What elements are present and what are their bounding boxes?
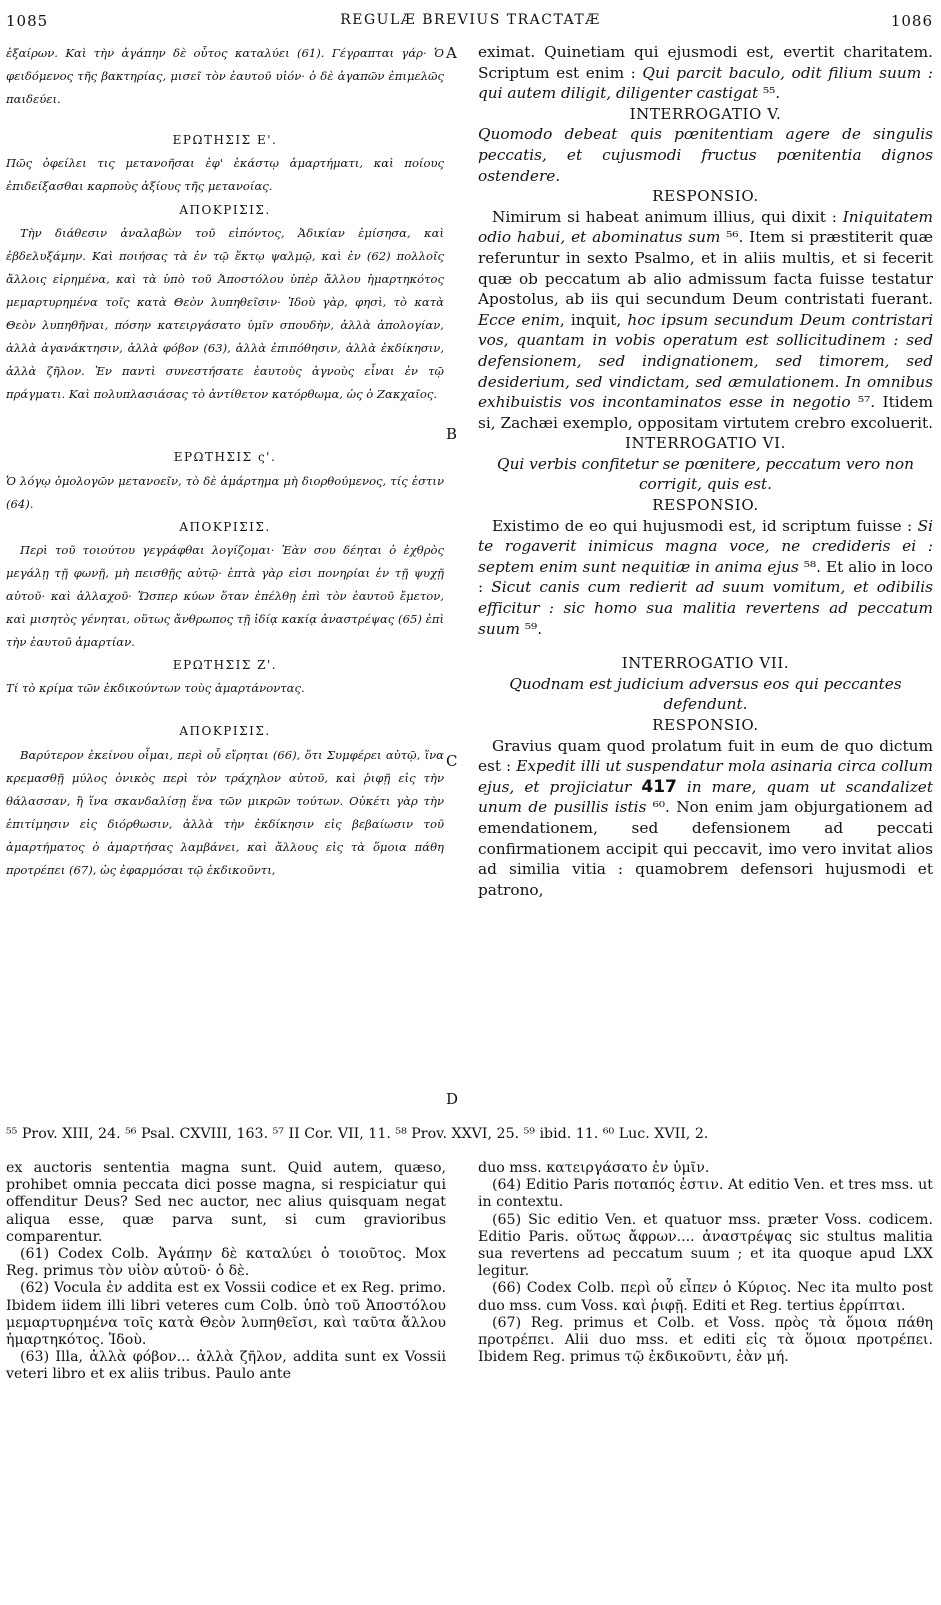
latin-question-7: Quodnam est judicium adversus eos qui peccantes defendunt. (509, 674, 902, 714)
margin-letter-d: D (446, 1090, 459, 1108)
greek-question-7: Τί τὸ κρίμα τῶν ἐκδικούντων τοὺς ἁμαρτάνοντας. (6, 681, 305, 696)
note-right-0: duo mss. κατειργάσατο ἐν ὑμῖν. (478, 1160, 710, 1176)
margin-letter-b: B (446, 425, 458, 443)
notes-right-column (478, 1160, 933, 1366)
note-64: (64) Editio Paris ποταπός ἐστιν. At editio Ven. et tres mss. ut in contextu. (478, 1177, 933, 1211)
latin-answer-5: Nimirum si habeat animum illius, qui dixit : Iniquitatem odio habui, et abominatus sum ⁵⁶. Item si præstiterit quæ referuntur in sexto Psalmo, et in aliis multis, et si fecerit quæ ob peccatum ab alio admissum facta fuisse testatur Apostolus, ab iis qui secundum Deum contristati fuerant. Ecce enim, inquit, hoc ipsum secundum Deum contristari vos, quantam in vobis operatum est sollicitudinem : sed defensionem, sed indignationem, sed timorem, sed desiderium, sed vindictam, sed æmulationem. In omnibus exhibuistis vos incontaminatos esse in negotio ⁵⁷. Itidem si, Zachæi exemplo, oppositam virtutem crebro excoluerit. (478, 207, 934, 432)
greek-question-6-heading: ΕΡΩΤΗΣΙΣ ς'. (173, 450, 277, 465)
note-62: (62) Vocula ἐν addita est ex Vossii codice et ex Reg. primo. Ibidem iidem illi libri veteres cum Colb. ὑπὸ τοῦ Ἀποστόλου μεμαρτυρημένα τοῖς κατὰ Θεὸν λυπηθεῖσι, καὶ ταῦτα ἄλλου ἡμαρτηκότος. Ἰδοὺ. (6, 1280, 446, 1349)
latin-question-6-heading: INTERROGATIO VI. (624, 434, 786, 453)
latin-answer-7: Gravius quam quod prolatum fuit in eum de quo dictum est : Expedit illi ut suspendatur mola asinaria circa collum ejus, et projiciatur 417 in mare, quam ut scandalizet unum de pusillis istis ⁶⁰. Non enim jam objurgationem ad emendationem, sed defensionem ad peccati confirmationem accipit qui peccavit, imo vero invitat alios ad similia vitia : quamobrem defensori hujusmodi et patrono, (478, 736, 934, 899)
running-title: REGULÆ BREVIUS TRACTATÆ (340, 12, 601, 28)
greek-answer-7: Βαρύτερον ἐκείνου οἶμαι, περὶ οὗ εἴρηται (66), ὅτι Συμφέρει αὐτῷ, ἵνα κρεμασθῇ μύλος ὀνικὸς περὶ τὸν τράχηλον αὐτοῦ, καὶ ῥιφῇ εἰς τὴν θάλασσαν, ἢ ἵνα σκανδαλίσῃ ἕνα τῶν μικρῶν τούτων. Οὐκέτι γὰρ τὴν ἐπιτίμησιν εἰς διόρθωσιν, ἀλλὰ τὴν ἐκδίκησιν εἰς βεβαίωσιν τοῦ ἁμαρτήματος ὁ ἁμαρτήσας λαμβάνει, καὶ ἄλλους εἰς τὰ ὅμοια πάθη προτρέπει (67), ὡς ἐφαρμόσαι τῷ ἐκδικοῦντι, (6, 747, 444, 877)
greek-question-5-heading: ΕΡΩΤΗΣΙΣ Ε'. (172, 133, 278, 148)
scripture-references: ⁵⁵ Prov. XIII, 24. ⁵⁶ Psal. CXVIII, 163. ⁵⁷ II Cor. VII, 11. ⁵⁸ Prov. XXVI, 25. ⁵⁹ ibid. 11. ⁶⁰ Luc. XVII, 2. (6, 1126, 709, 1142)
latin-response-6-heading: RESPONSIO. (652, 496, 759, 515)
greek-question-6: Ὁ λόγῳ ὁμολογῶν μετανοεῖν, τὸ δὲ ἁμάρτημα μὴ διορθούμενος, τίς ἐστιν (64). (6, 473, 444, 511)
latin-answer-6: Existimo de eo qui hujusmodi est, id scriptum fuisse : Si te rogaverit inimicus magna voce, ne credideris ei : septem enim sunt nequitiæ in anima ejus ⁵⁸. Et alio in loco : Sicut canis cum redierit ad suum vomitum, et odibilis efficitur : sic homo sua malitia revertens ad peccatum suum ⁵⁹. (478, 516, 933, 638)
note-left-0: ex auctoris sententia magna sunt. Quid autem, quæso, prohibet omnia peccata dici posse magna, si respiciatur qui offenditur Deus? Sed nec auctor, nec alius quisquam negat aliqua esse, quæ parva sunt, si cum gravioribus comparentur. (6, 1160, 446, 1245)
latin-question-7-heading: INTERROGATIO VII. (621, 654, 790, 673)
margin-letter-c: C (446, 752, 458, 770)
greek-question-5: Πῶς ὀφείλει τις μετανοῆσαι ἐφ' ἑκάστῳ ἁμαρτήματι, καὶ ποίους ἐπιδείξασθαι καρποὺς ἀξίους τῆς μετανοίας. (6, 156, 444, 194)
latin-column (478, 42, 933, 900)
notes-left-column (6, 1160, 446, 1384)
note-67: (67) Reg. primus et Colb. et Voss. πρὸς τὰ ὅμοια πάθη προτρέπει. Alii duo mss. et editi εἰς τὰ ὅμοια προτρέπει. Ibidem Reg. primus τῷ ἐκδικοῦντι, ἐὰν μή. (478, 1314, 933, 1366)
latin-question-5-heading: INTERROGATIO V. (629, 104, 782, 123)
greek-opening: ἐξαίρων. Καὶ τὴν ἀγάπην δὲ οὗτος καταλύει (61). Γέγραπται γάρ· Ὁ φειδόμενος τῆς βακτηρίας, μισεῖ τὸν ἑαυτοῦ υἱόν· ὁ δὲ ἀγαπῶν ἐπιμελῶς παιδεύει. (6, 46, 444, 107)
latin-opening: eximat. Quinetiam qui ejusmodi est, evertit charitatem. Scriptum est enim : Qui parcit baculo, odit filium suum : qui autem diligit, diligenter castigat ⁵⁵. (478, 43, 933, 103)
greek-question-7-heading: ΕΡΩΤΗΣΙΣ Ζ'. (172, 658, 278, 673)
greek-answer-6-heading: ΑΠΟΚΡΙΣΙΣ. (179, 519, 271, 534)
note-63: (63) Illa, ἀλλὰ φόβον... ἀλλὰ ζῆλον, addita sunt ex Vossii veteri libro et ex aliis tribus. Paulo ante (6, 1349, 446, 1383)
latin-response-5-heading: RESPONSIO. (652, 187, 759, 206)
greek-answer-5: Τὴν διάθεσιν ἀναλαβὼν τοῦ εἰπόντος, Ἀδικίαν ἐμίσησα, καὶ ἐβδελυξάμην. Καὶ ποιήσας τὰ ἐν τῷ ἕκτῳ ψαλμῷ, καὶ ἐν (62) πολλοῖς ἄλλοις εἰρημένα, καὶ τὰ ὑπὸ τοῦ Ἀποστόλου ὑπὲρ ἄλλου ἡμαρτηκότος μεμαρτυρημένα τοῖς κατὰ Θεὸν λυπηθεῖσιν· Ἰδοὺ γὰρ, φησὶ, τὸ κατὰ Θεὸν λυπηθῆναι, πόσην κατειργάσατο ὑμῖν σπουδὴν, ἀλλὰ ἀπολογίαν, ἀλλὰ ἀγανάκτησιν, ἀλλὰ φόβον (63), ἀλλὰ ἐπιπόθησιν, ἀλλὰ ἐκδίκησιν, ἀλλὰ ζῆλον. Ἐν παντὶ συνεστήσατε ἑαυτοὺς ἁγνοὺς εἶναι ἐν τῷ πράγματι. Καὶ πολυπλασιάσας τὸ ἀντίθετον κατόρθωμα, ὡς ὁ Ζακχαῖος. (6, 225, 444, 402)
note-61: (61) Codex Colb. Ἀγάπην δὲ καταλύει ὁ τοιοῦτος. Mox Reg. primus τὸν υἱὸν αὐτοῦ· ὁ δὲ. (6, 1246, 446, 1280)
column-number: 417 (641, 776, 677, 797)
latin-response-7-heading: RESPONSIO. (652, 716, 759, 734)
page-number-left: 1085 (6, 12, 49, 30)
note-65: (65) Sic editio Ven. et quatuor mss. præter Voss. codicem. Editio Paris. οὕτως ἄφρων.... ἀναστρέψας sic stultus malitia sua revertens ad peccatum suum ; et ita quoque apud LXX legitur. (478, 1211, 933, 1280)
margin-letter-a: A (446, 44, 457, 62)
note-66: (66) Codex Colb. περὶ οὗ εἶπεν ὁ Κύριος. Nec ita multo post duo mss. cum Voss. καὶ ῥιφῇ. Editi et Reg. tertius ἐρρίπται. (478, 1280, 933, 1314)
latin-question-6: Qui verbis confitetur se pœnitere, peccatum vero non corrigit, quis est. (497, 454, 914, 494)
page-number-right: 1086 (890, 12, 933, 30)
latin-question-5: Quomodo debeat quis pœnitentiam agere de singulis peccatis, et cujusmodi fructus pœnitentia dignos ostendere. (478, 125, 933, 185)
greek-answer-6: Περὶ τοῦ τοιούτου γεγράφθαι λογίζομαι· Ἐὰν σου δέηται ὁ ἐχθρὸς μεγάλῃ τῇ φωνῇ, μὴ πεισθῇς αὐτῷ· ἑπτὰ γὰρ εἰσι πονηρίαι ἐν τῇ ψυχῇ αὐτοῦ· καὶ ἀλλαχοῦ· Ὥσπερ κύων ὅταν ἐπέλθῃ ἐπὶ τὸν ἑαυτοῦ ἔμετον, καὶ μισητὸς γένηται, οὕτως ἄνθρωπος τῇ ἰδίᾳ κακίᾳ ἀναστρέψας (65) ἐπὶ τὴν ἑαυτοῦ ἁμαρτίαν. (6, 542, 444, 650)
greek-answer-7-heading: ΑΠΟΚΡΙΣΙΣ. (179, 724, 271, 739)
greek-answer-5-heading: ΑΠΟΚΡΙΣΙΣ. (179, 202, 271, 217)
greek-column (6, 42, 444, 882)
